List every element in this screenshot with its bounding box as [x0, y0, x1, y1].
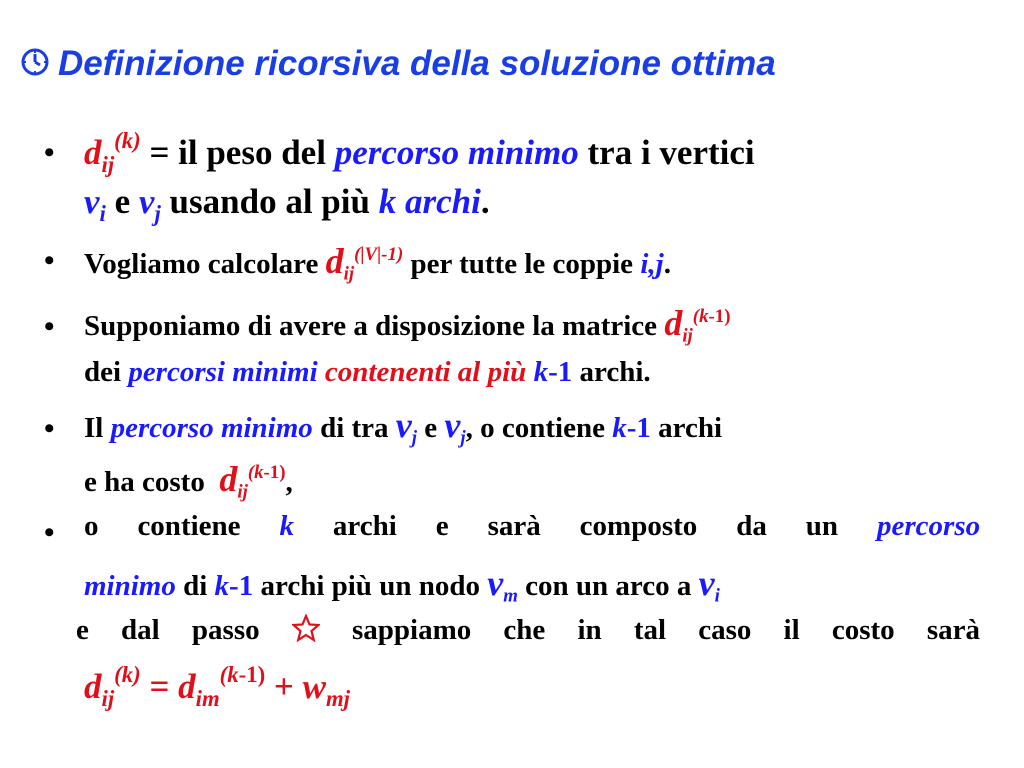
bullet-4-line-2: e ha costo $d_{ij}^{(k-1)}$,: [84, 459, 293, 503]
bullet-5-formula: $d_{ij}^{(k)} = d_{im}^{(k-1)} + w_{mj}$: [84, 662, 350, 711]
bullet-2-marker: •: [44, 244, 55, 277]
title-text: Definizione ricorsiva della soluzione ottima: [58, 44, 776, 83]
bullet-3-line-1: Supponiamo di avere a disposizione la matrice $d_{ij}^{(k-1)}$: [84, 303, 731, 347]
bullet-1-line-2: $v_i$ e $v_j$ usando al più k archi.: [84, 182, 490, 226]
bullet-2-line: Vogliamo calcolare $d_{ij}^{(|V|-1)}$ per tutte le coppie i,j.: [84, 241, 671, 285]
bullet-5-line-3: e dal passo sappiamo che in tal caso il costo sarà: [76, 614, 980, 650]
bullet-1-line-1: $d_{ij}^{(k)}$ = il peso del percorso minimo tra i vertici: [84, 128, 755, 177]
bullet-3-marker: •: [44, 310, 55, 343]
bullet-3-line-2: dei percorsi minimi contenenti al più k-1 archi.: [84, 356, 651, 388]
star-icon: [292, 614, 320, 650]
bullet-5-marker: •: [44, 516, 55, 549]
slide-title: [20, 44, 1010, 86]
bullet-5-line-1: o contiene k archi e sarà composto da un percorso: [84, 510, 981, 542]
bullet-4-marker: •: [44, 412, 55, 445]
bullet-5-line-2: minimo di k-1 archi più un nodo $v_m$ con un arco a $v_i$: [84, 563, 720, 607]
bullet-1-marker: •: [44, 136, 55, 169]
clock-icon: [20, 46, 50, 86]
bullet-4-line-1: Il percorso minimo di tra $v_j$ e $v_j$, o contiene k-1 archi: [84, 405, 723, 449]
